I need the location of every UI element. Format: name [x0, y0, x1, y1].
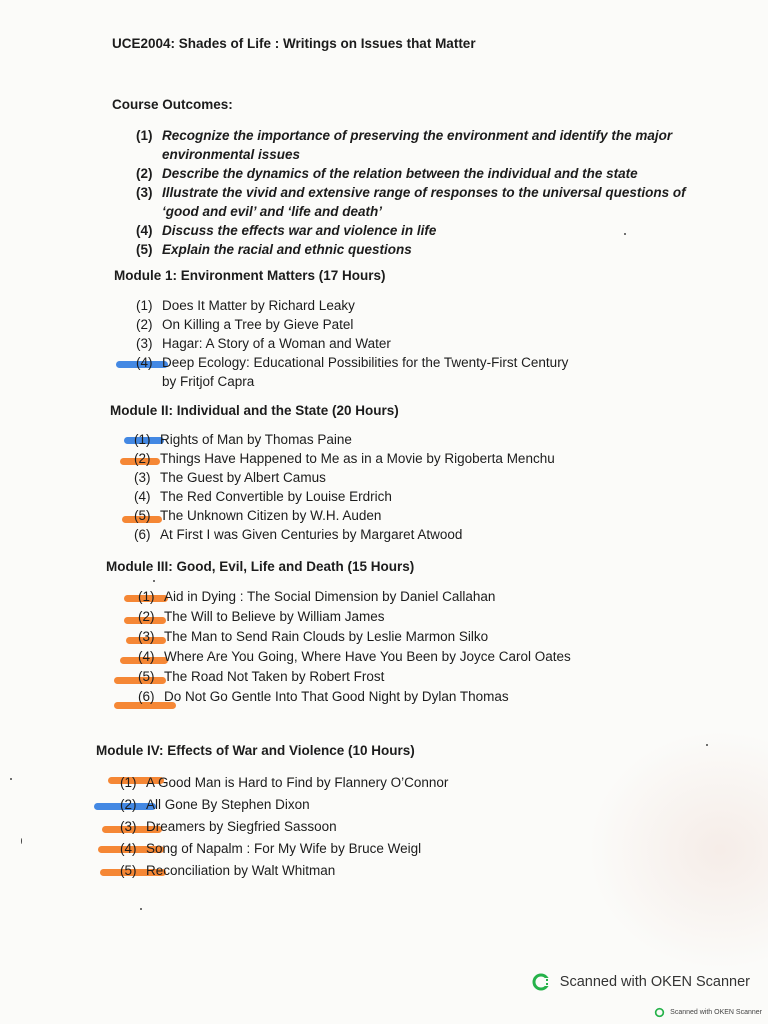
module-2-item: (2) Things Have Happened to Me as in a Movie by Rigoberta Menchu: [134, 451, 555, 470]
speck: [140, 908, 142, 910]
module-2-item: (1) Rights of Man by Thomas Paine: [134, 432, 555, 451]
module-3-heading: Module III: Good, Evil, Life and Death (15 Hours): [106, 559, 415, 574]
speck: [10, 778, 12, 780]
module-1-item: (2) On Killing a Tree by Gieve Patel: [136, 317, 354, 332]
module-3-list: [138, 589, 571, 709]
module-2-item: (6) At First I was Given Centuries by Margaret Atwood: [134, 527, 463, 542]
module-1-list: [136, 298, 568, 393]
outcome-item: (1) Recognize the importance of preserving the environment and identify the major environmental issues: [136, 128, 673, 162]
speck: [21, 838, 22, 844]
scanner-logo-icon: [532, 972, 552, 992]
module-2-heading: Module II: Individual and the State (20 Hours): [110, 403, 399, 418]
scanner-label-small: Scanned with OKEN Scanner: [670, 1009, 762, 1016]
module-4-list: [120, 775, 448, 885]
outcome-item: (5) Explain the racial and ethnic questions: [136, 242, 412, 257]
module-4-item: (1) A Good Man is Hard to Find by Flannery O’Connor: [120, 775, 448, 797]
module-3-item: (2) The Will to Believe by William James: [138, 609, 571, 629]
module-2-item: (3) The Guest by Albert Camus: [134, 470, 326, 485]
scanner-logo-small-icon: [654, 1007, 665, 1018]
module-1-item: (4) Deep Ecology: Educational Possibilities for the Twenty-First Century: [136, 355, 568, 374]
scanner-watermark: [532, 972, 750, 992]
module-4-item: (2) All Gone By Stephen Dixon: [120, 797, 448, 819]
module-1-item: by Fritjof Capra: [162, 374, 255, 389]
module-4-item: (4) Song of Napalm : For My Wife by Bruce Weigl: [120, 841, 448, 863]
module-1-item: (1) Does It Matter by Richard Leaky: [136, 298, 355, 313]
course-outcomes-heading: Course Outcomes:: [112, 97, 233, 112]
module-3-item: (3) The Man to Send Rain Clouds by Leslie Marmon Silko: [138, 629, 571, 649]
module-2-list: [134, 432, 555, 546]
outcome-item: (4) Discuss the effects war and violence in life: [136, 223, 437, 238]
module-3-item: (1) Aid in Dying : The Social Dimension by Daniel Callahan: [138, 589, 571, 609]
module-4-heading: Module IV: Effects of War and Violence (10 Hours): [96, 743, 415, 758]
module-1-heading: Module 1: Environment Matters (17 Hours): [114, 268, 386, 283]
module-4-item: (5) Reconciliation by Walt Whitman: [120, 863, 448, 885]
module-1-item: (3) Hagar: A Story of a Woman and Water: [136, 336, 391, 351]
module-2-item: (5) The Unknown Citizen by W.H. Auden: [134, 508, 555, 527]
outcome-item: (2) Describe the dynamics of the relation between the individual and the state: [136, 166, 638, 181]
scanner-label: Scanned with OKEN Scanner: [559, 974, 750, 990]
module-3-item: (6) Do Not Go Gentle Into That Good Night by Dylan Thomas: [138, 689, 571, 709]
module-4-item: (3) Dreamers by Siegfried Sassoon: [120, 819, 448, 841]
speck: [153, 580, 155, 582]
speck: [624, 233, 626, 235]
outcome-item: (3) Illustrate the vivid and extensive range of responses to the universal questions of ‘good and evil’ and ‘life and death’: [136, 185, 686, 219]
paper-stain: [588, 730, 768, 970]
module-3-item: (5) The Road Not Taken by Robert Frost: [138, 669, 571, 689]
scanner-watermark-small: [654, 1007, 762, 1018]
course-title: UCE2004: Shades of Life : Writings on Issues that Matter: [112, 36, 476, 51]
module-3-item: (4) Where Are You Going, Where Have You Been by Joyce Carol Oates: [138, 649, 571, 669]
speck: [706, 744, 708, 746]
course-outcomes-list: [136, 126, 696, 259]
module-2-item: (4) The Red Convertible by Louise Erdrich: [134, 489, 392, 504]
